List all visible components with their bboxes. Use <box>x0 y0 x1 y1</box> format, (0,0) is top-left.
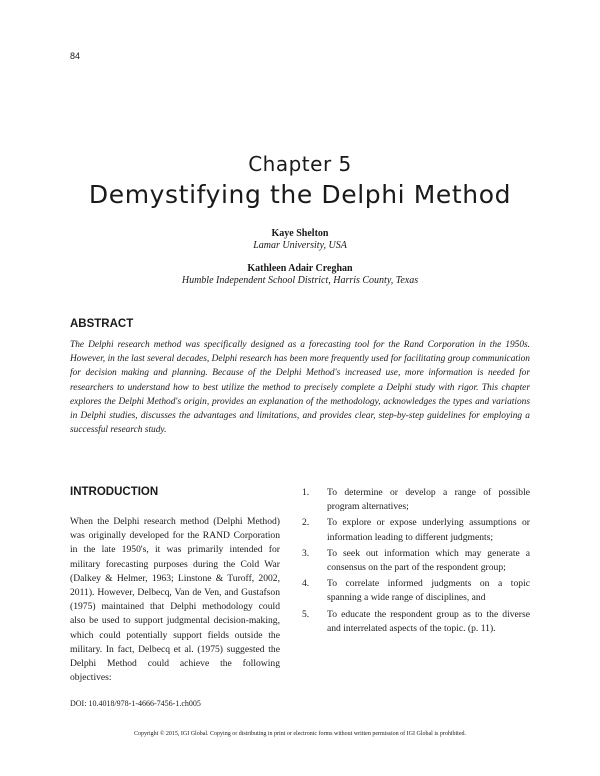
objective-text: To determine or develop a range of possible program alternatives; <box>327 487 530 513</box>
objective-item <box>302 608 530 636</box>
author-affiliation: Humble Independent School District, Harris County, Texas <box>181 275 419 286</box>
objective-number: 1. <box>302 487 310 498</box>
introduction-heading: INTRODUCTION <box>70 486 159 498</box>
objective-number: 4. <box>302 578 310 590</box>
objective-text: To correlate informed judgments on a topic spanning a wide range of disciplines, and <box>327 578 530 604</box>
copyright-notice: Copyright © 2015, IGI Global. Copying or distributing in print or electronic forms without written permission of IGI Global is prohibited. <box>133 731 466 737</box>
abstract-text: The Delphi research method was specifically designed as a forecasting tool for the Rand Corporation in the 1950s. However, in the last several decades, Delphi research has been more frequently used for facilitating group communication for decision making and planning. Because of the Delphi Method's increased use, more information is needed for researchers to understand how to best utilize the method to precisely complete a Delphi study with rigor. This chapter explores the Delphi Method's origin, provides an explanation of the methodology, acknowledges the types and variations in Delphi studies, discusses the advantages and limitations, and provides clear, step-by-step guidelines for employing a successful research study. <box>70 340 530 436</box>
objective-item <box>302 577 530 605</box>
page-number: 84 <box>70 51 81 61</box>
author-block <box>0 228 600 252</box>
author-name: Kathleen Adair Creghan <box>247 263 353 274</box>
author-name: Kaye Shelton <box>271 228 329 239</box>
objective-item <box>302 516 530 544</box>
abstract-heading: ABSTRACT <box>70 318 134 330</box>
objective-number: 2. <box>302 517 310 529</box>
objectives-list <box>302 486 530 638</box>
objective-text: To educate the respondent group as to the diverse and interrelated aspects of the topic. (p. 11). <box>327 608 530 634</box>
objective-item <box>302 486 530 514</box>
objective-text: To seek out information which may generate a consensus on the part of the respondent group; <box>327 547 530 574</box>
objective-item <box>302 547 530 575</box>
introduction-text: When the Delphi research method (Delphi Method) was originally developed for the RAND Corporation in the late 1950's, it was primarily intended for military forecasting purposes during the Cold War (Dalkey & Helmer, 1963; Linstone & Turoff, 2002, 2011). However, Delbecq, Van de Ven, and Gustafson (1975) maintained that Delphi methodology could also be used to support judgmental decision-making, which could potentially support fields outside the military. In fact, Delbecq et al. (1975) suggested the Delphi Method could achieve the following objectives: <box>70 516 280 684</box>
author-block <box>0 263 600 287</box>
chapter-label: Chapter 5 <box>248 152 352 176</box>
author-affiliation: Lamar University, USA <box>253 240 347 251</box>
doi-line: DOI: 10.4018/978-1-4666-7456-1.ch005 <box>70 699 201 708</box>
chapter-title: Demystifying the Delphi Method <box>88 180 512 209</box>
objective-text: To explore or expose underlying assumptions or information leading to different judgments; <box>327 517 530 543</box>
objective-number: 3. <box>302 547 310 559</box>
objective-number: 5. <box>302 608 310 620</box>
